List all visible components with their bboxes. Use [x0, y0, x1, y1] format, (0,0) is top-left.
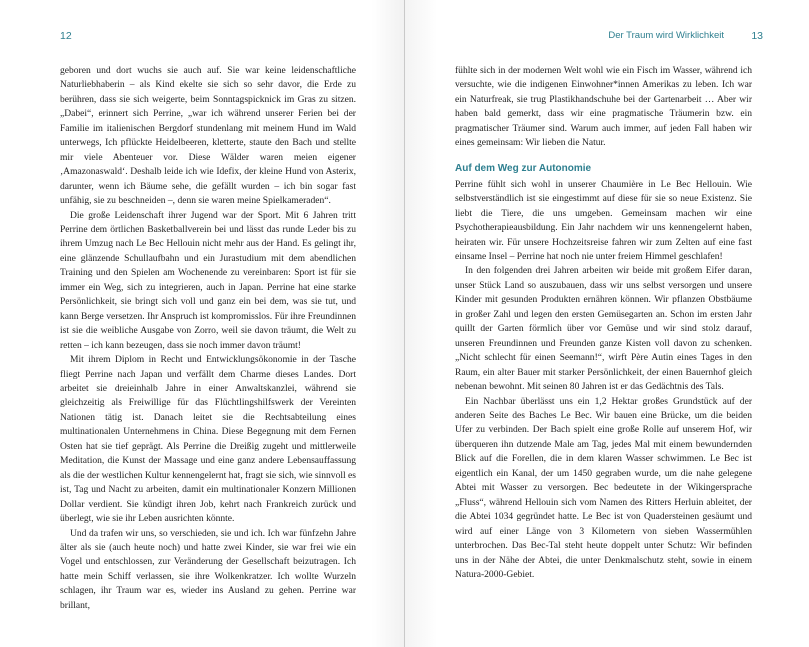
paragraph: fühlte sich in der modernen Welt wohl wie ein Fisch im Wasser, während ich versuchte, wie die indigenen Einwohner*innen Amerikas zu leben. Ich war ein Naturfreak, sie trug Plastikhandschuhe bei der Gartenarbeit … Aber wir haben bald gemerkt, dass wir eine pragmatische Träumerin bzw. ein pragmatischer Träumer sind. Warum auch immer, auf jeden Fall haben wir eines gemeinsam: Wir lieben die Natur.: [455, 65, 752, 149]
paragraph: geboren und dort wuchs sie auch auf. Sie war keine leidenschaftliche Naturliebhaberin – als Kind ekelte sie sich so sehr davor, die Erde zu berühren, dass sie sich weigerte, beim Sonntagspicknick im Gras zu sitzen. „Dabei“, erinnert sich Perrine, „war ich während unserer Ferien bei der Familie im italienischen Bergdorf stundenlang mit meinem Hund im Wald unterwegs, Ich pflückte Heidelbeeren, kletterte, staute den Bach und stellte mir viele Abenteuer vor. Diese Wälder waren meien eigener ‚Amazonaswald‘. Deshalb leide ich wie Idefix, der kleine Hund von Asterix, darunter, wenn ich Bäume sehe, die gefällt wurden – ich bin sogar fast unfähig, sie zu beschneiden –, denn sie waren meine Spielkameraden“.: [60, 65, 356, 207]
page-number-left: 12: [60, 30, 72, 42]
paragraph: Und da trafen wir uns, so verschieden, sie und ich. Ich war fünfzehn Jahre älter als sie (auch heute noch) und hatte zwei Kinder, sie war frei wie ein Vogel und entschlossen, zur Veränderung der Gesellschaft beizutragen. Ich hatte mein Schiff verlassen, sie ihre Wolkenkratzer. Ich wollte Wurzeln schlagen, ihr Traum war es, wieder ins Ausland zu gehen. Perrine war brillant,: [60, 527, 356, 611]
paragraph: Perrine fühlt sich wohl in unserer Chaumière in Le Bec Hellouin. Wie selbstverständlich ist sie eingestimmt auf diese für sie so neue Existenz. Sie liebt die Tiere, die uns umgeben. Gemeinsam machen wir eine Psychotherapieausbildung. Ein Jahr nachdem wir uns kennengelernt haben, heiraten wir. Für unsere Hochzeitsreise fahren wir zum Zelten auf eine fast einsame Insel – Perrine hat noch nie unter freiem Himmel geschlafen!: [455, 178, 752, 262]
paragraph: Mit ihrem Diplom in Recht und Entwicklungsökonomie in der Tasche fliegt Perrine nach Japan und verfällt dem Charme dieses Landes. Dort arbeitet sie dreieinhalb Jahre in einer Anwaltskanzlei, während sie gleichzeitig als Freiwillige für das Flüchtlingshilfswerk der Vereinten Nationen tätig ist. Danach leitet sie die Rechtsabteilung eines multinationalen Unternehmens in China. Diese Begegnung mit dem Fernen Osten hat sie tief geprägt. Als Perrine die Dreißig zugeht und mittlerweile Meditation, die Kunst der Massage und eine ganz andere Lebensauffassung als die der westlichen Kultur kennengelernt hat, fragt sie sich, wie sinnvoll es ist, Tag und Nacht zu arbeiten, damit ein multinationaler Konzern Millionen Dollar verdient. Sie kündigt ihren Job, kehrt nach Frankreich zurück und überlegt, wie sie ihr Leben ausrichten könnte.: [60, 354, 356, 525]
left-page-body: [60, 64, 356, 613]
right-page: [405, 0, 809, 647]
page-number-right: 13: [751, 30, 763, 42]
right-page-body: [455, 64, 752, 582]
running-head: Der Traum wird Wirklichkeit: [608, 30, 724, 41]
paragraph: In den folgenden drei Jahren arbeiten wir beide mit großem Eifer daran, unser Stück Land so auszubauen, dass wir uns selbst versorgen und unsere Kinder mit gesunden Produkten ernähren können. Wir pflanzen Obstbäume in großer Zahl und legen den ersten Gemüsegarten an. Schon im ersten Jahr quillt der Garten förmlich über vor Gemüse und wir sind stolz darauf, unseren Freundinnen und Freunden ganze Kisten voll davon zu schenken. „Nicht schlecht für einen Seemann!“, wirft Père Autin eines Tages in den Raum, ein alter Bauer mit starker Persönlichkeit, der einen Bauernhof gleich nebenan bewohnt. Mit seinen 80 Jahren ist er das Gedächtnis des Tals.: [455, 265, 752, 393]
paragraph: Die große Leidenschaft ihrer Jugend war der Sport. Mit 6 Jahren tritt Perrine dem örtlichen Basketballverein bei und lässt das runde Leder bis zu ihrem Umzug nach Le Bec Hellouin nicht mehr aus der Hand. Es gelingt ihr, eine glänzende Schullaufbahn und ein Jurastudium mit dem abendlichen Training und den Spielen am Wochenende zu vereinbaren: Sport ist für sie immer ein Weg, sich zu integrieren, auch in Japan. Perrine hat eine starke Persönlichkeit, sie bringt sich voll und ganz ein bei dem, was sie tut, und kann Berge versetzen. Ihr Anspruch ist kompromisslos. Für ihre Freundinnen ist sie die weibliche Ausgabe von Zorro, weil sie davon träumt, die Welt zu retten – ich kann bezeugen, dass sie noch immer davon träumt!: [60, 209, 356, 351]
paragraph: Ein Nachbar überlässt uns ein 1,2 Hektar großes Grundstück auf der anderen Seite des Baches Le Bec. Wir bauen eine Brücke, um die beiden Ufer zu verbinden. Der Bach spielt eine große Rolle auf unserem Hof, wir überqueren ihn dutzende Male am Tag, jedes Mal mit einem bewundernden Blick auf die Forellen, die in dem klaren Wasser schwimmen. Le Bec ist eigentlich ein Kanal, der um 1450 gegraben wurde, um die nahe gelegene Abtei mit Wasser zu versorgen. Bec bedeutete in der Wikingersprache „Fluss“, während Hellouin sich vom Namen des Ritters Herluin ableitet, der die Abtei 1034 gegründet hatte. Le Bec ist von Quadersteinen gesäumt und wird auf einer Länge von 3 Kilometern von sieben Wassermühlen unterbrochen. Das Bec-Tal steht heute doppelt unter Schutz: Wir befinden uns in der Nähe der Abtei, die unter Denkmalschutz steht, sowie in einem Natura-2000-Gebiet.: [455, 395, 752, 580]
left-page: [0, 0, 404, 647]
section-heading: Auf dem Weg zur Autonomie: [455, 162, 592, 174]
